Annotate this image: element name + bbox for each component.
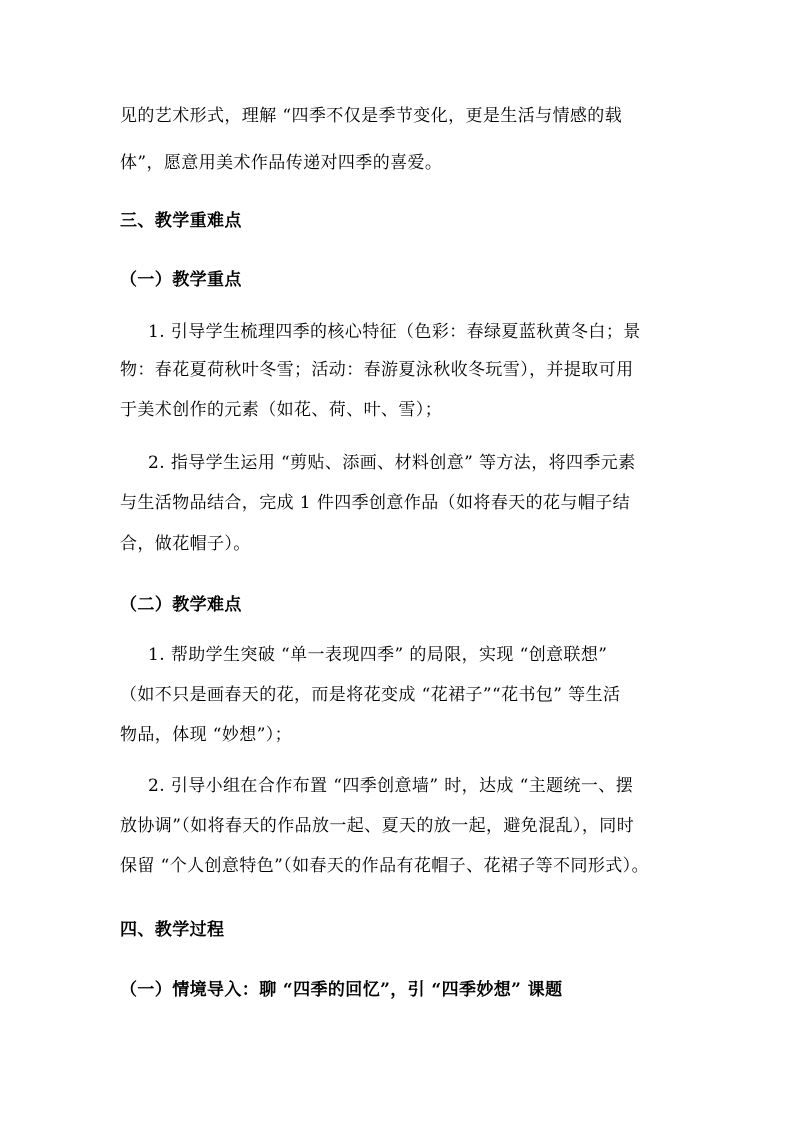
subsection-heading: （一）情境导入：聊 “四季的回忆”，引 “四季妙想” 课题 (120, 980, 563, 1000)
list-item-line: 与生活物品结合，完成 1 件四季创意作品（如将春天的花与帽子结 (120, 493, 631, 513)
list-item-line: 合，做花帽子）。 (120, 534, 251, 554)
list-item-line: 物：春花夏荷秋叶冬雪；活动：春游夏泳秋收冬玩雪），并提取可用 (120, 360, 634, 380)
list-item-line: 1. 帮助学生突破 “单一表现四季” 的局限，实现 “创意联想” (148, 645, 608, 665)
list-item-line: 物品，体现 “妙想”）； (120, 725, 293, 745)
subsection-heading: （二）教学难点 (120, 595, 242, 615)
paragraph-line: 体”，愿意用美术作品传递对四季的喜爱。 (120, 153, 443, 173)
list-item-line: 保留 “个人创意特色”（如春天的作品有花帽子、花裙子等不同形式）。 (120, 856, 649, 876)
subsection-heading: （一）教学重点 (120, 270, 242, 290)
list-item-line: 于美术创作的元素（如花、荷、叶、雪）； (120, 400, 443, 420)
list-item-line: 放协调”（如将春天的作品放一起、夏天的放一起，避免混乱），同时 (120, 816, 635, 836)
section-heading: 三、教学重难点 (120, 211, 242, 231)
list-item-line: （如不只是画春天的花，而是将花变成 “花裙子”“花书包” 等生活 (120, 685, 621, 705)
list-item-line: 2. 引导小组在合作布置 “四季创意墙” 时，达成 “主题统一、摆 (148, 776, 634, 796)
list-item-line: 1. 引导学生梳理四季的核心特征（色彩：春绿夏蓝秋黄冬白；景 (148, 322, 641, 342)
list-item-line: 2. 指导学生运用 “剪贴、添画、材料创意” 等方法，将四季元素 (148, 453, 636, 473)
section-heading: 四、教学过程 (120, 920, 225, 940)
paragraph-line: 见的艺术形式，理解 “四季不仅是季节变化，更是生活与情感的载 (120, 106, 623, 126)
